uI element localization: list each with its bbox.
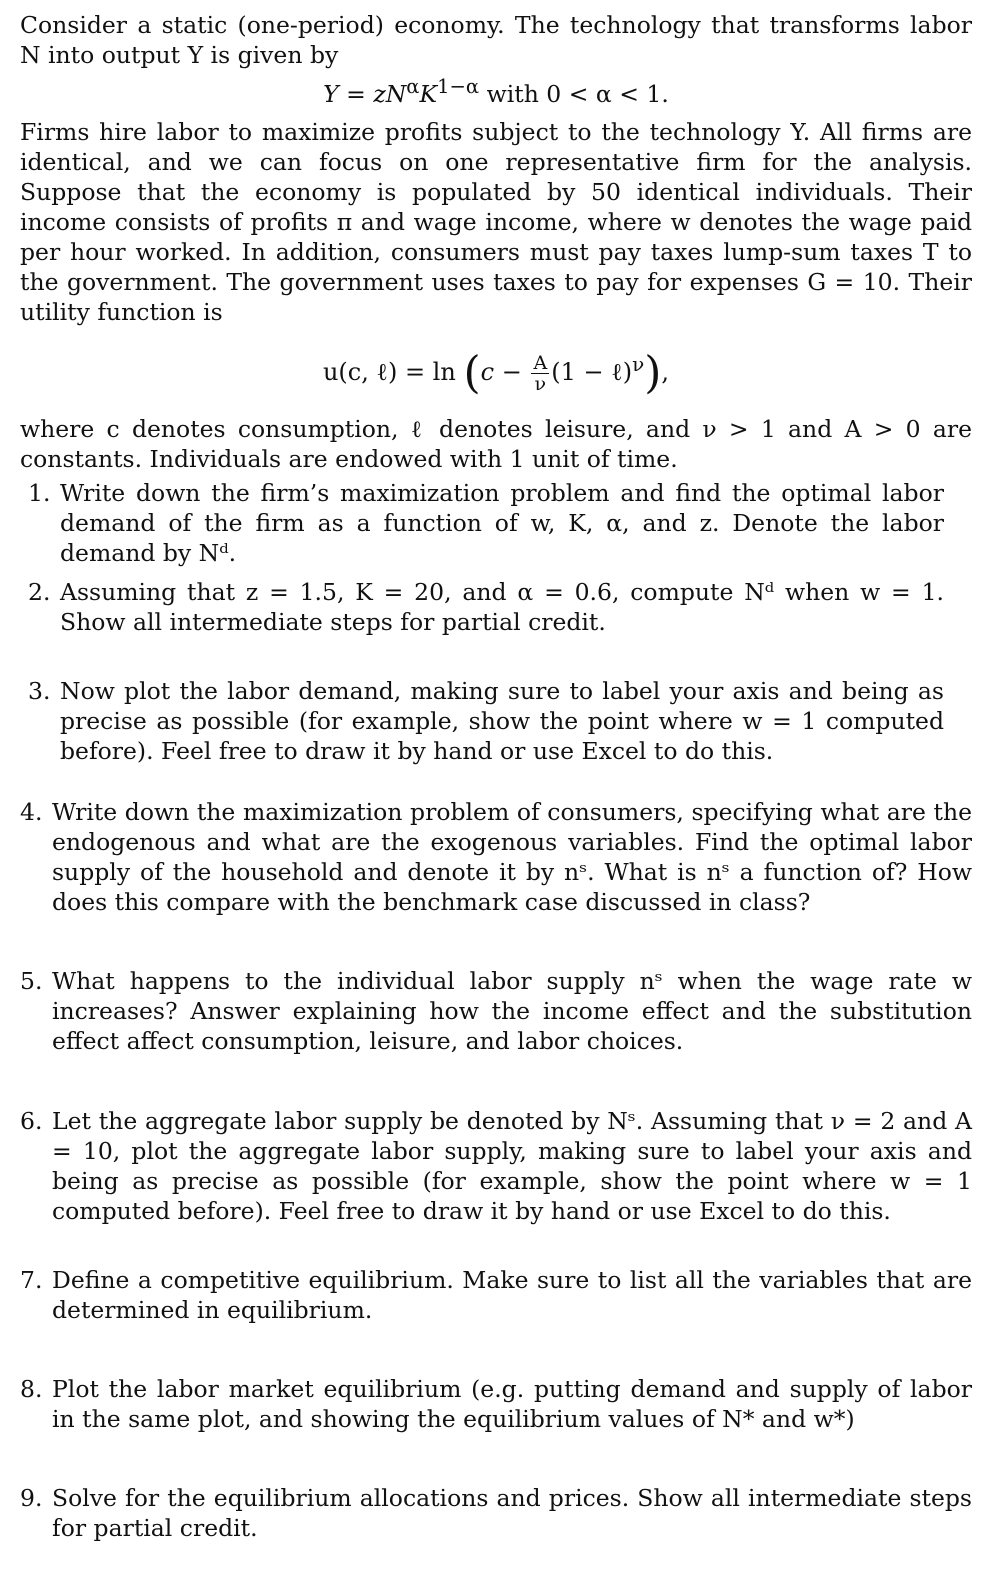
- question-list-indented: [28, 676, 944, 766]
- question-list: [20, 1265, 972, 1325]
- list-item: 9. Solve for the equilibrium allocations and prices. Show all intermediate steps for partial credit.: [20, 1484, 972, 1542]
- question-list-indented: [28, 478, 944, 568]
- intro-paragraph-3: where c denotes consumption, ℓ denotes leisure, and ν > 1 and A > 0 are constants. Individuals are endowed with 1 unit of time.: [20, 414, 972, 473]
- question-list-indented: [28, 577, 944, 637]
- list-item: 4. Write down the maximization problem of consumers, specifying what are the endogenous and what are the exogenous variables. Find the optimal labor supply of the household and denote it by nˢ. What is nˢ a function of? How does this compare with the benchmark case discussed in class?: [20, 798, 972, 916]
- utility-fraction: $\frac{A}{\nu}$: [533, 351, 548, 395]
- utility-function: u(c, ℓ) = ln (c − $\frac{A}{\nu}$ (1 − ℓ)$^\nu$),: [322, 347, 670, 399]
- list-item: 2. Assuming that z = 1.5, K = 20, and α = 0.6, compute Nᵈ when w = 1. Show all intermediate steps for partial credit.: [28, 578, 944, 636]
- production-function: $Y = zN^\alpha K^{1-\alpha}$ with 0 < α < 1.: [323, 75, 669, 108]
- question-list: [20, 1374, 972, 1434]
- problem-document: [20, 10, 972, 474]
- intro-paragraph-2: Firms hire labor to maximize profits subject to the technology Y. All firms are identical, and we can focus on one representative firm for the analysis. Suppose that the economy is populated by 50 identical individuals. Their income consists of profits π and wage income, where w denotes the wage paid per hour worked. In addition, consumers must pay taxes lump-sum taxes T to the government. The government uses taxes to pay for expenses G = 10. Their utility function is: [20, 117, 972, 326]
- question-list: [20, 1106, 972, 1226]
- question-list: [20, 1483, 972, 1543]
- list-item: 3. Now plot the labor demand, making sure to label your axis and being as precise as possible (for example, show the point where w = 1 computed before). Feel free to draw it by hand or use Excel to do this.: [28, 677, 944, 765]
- list-item: 6. Let the aggregate labor supply be denoted by Nˢ. Assuming that ν = 2 and A = 10, plot the aggregate labor supply, making sure to label your axis and being as precise as possible (for example, show the point where w = 1 computed before). Feel free to draw it by hand or use Excel to do this.: [20, 1107, 972, 1225]
- intro-paragraph-1: Consider a static (one-period) economy. The technology that transforms labor N into output Y is given by: [20, 11, 972, 69]
- list-item: 8. Plot the labor market equilibrium (e.g. putting demand and supply of labor in the same plot, and showing the equilibrium values of N* and w*): [20, 1375, 972, 1433]
- list-item: 5. What happens to the individual labor supply nˢ when the wage rate w increases? Answer explaining how the income effect and the substitution effect affect consumption, leisure, and labor choices.: [20, 967, 972, 1055]
- question-list: [20, 797, 972, 917]
- list-item: 1. Write down the firm’s maximization problem and find the optimal labor demand of the firm as a function of w, K, α, and z. Denote the labor demand by Nᵈ.: [28, 479, 944, 567]
- question-list: [20, 966, 972, 1056]
- list-item: 7. Define a competitive equilibrium. Make sure to list all the variables that are determined in equilibrium.: [20, 1266, 972, 1324]
